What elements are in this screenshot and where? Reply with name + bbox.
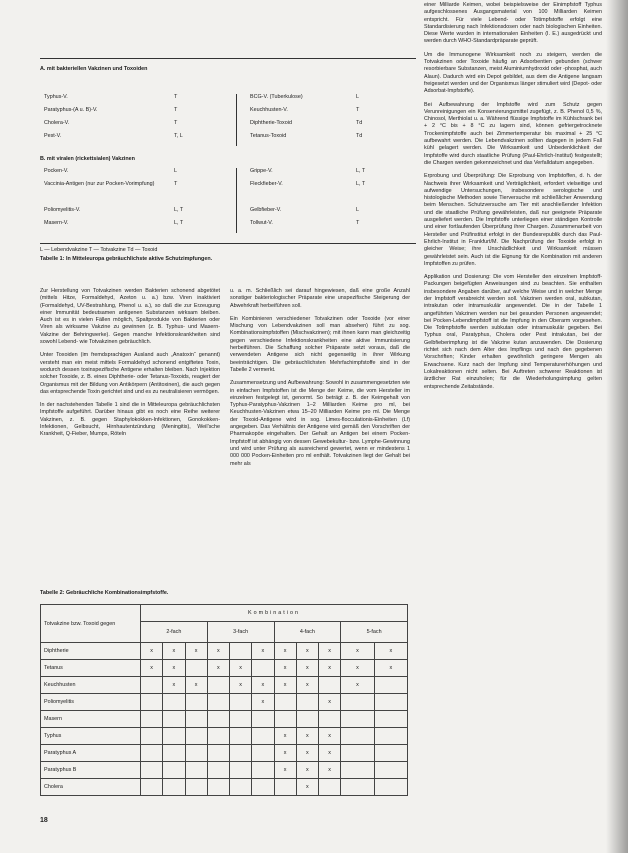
column-divider <box>236 120 237 133</box>
combination-mark: x <box>341 643 374 660</box>
combination-mark <box>207 728 229 745</box>
vaccine-name: Vaccinia-Antigen (nur zur Pocken-Vorimpfung) <box>44 181 155 187</box>
combination-mark <box>163 711 185 728</box>
combination-mark <box>141 745 163 762</box>
vaccine-type: T <box>174 94 178 100</box>
vaccine-name: Tetanus-Toxoid <box>250 133 287 139</box>
combination-mark: x <box>274 660 296 677</box>
combination-mark <box>163 694 185 711</box>
table-2-corner: Totvakzine bzw. Toxoid gegen <box>41 605 141 643</box>
table-rule <box>40 58 416 59</box>
column-divider <box>236 181 237 207</box>
table-row <box>40 133 416 146</box>
combination-mark: x <box>252 694 274 711</box>
text-column-right <box>424 2 602 847</box>
table-1-section-a: A. mit bakteriellen Vakzinen und Toxoiden <box>40 66 148 72</box>
combination-mark <box>374 694 407 711</box>
combination-mark <box>374 762 407 779</box>
combination-mark <box>141 711 163 728</box>
paragraph: Um die Immunogene Wirksamkeit noch zu steigern, werden die Totvakzinen oder Toxoide häufig an Adsorbentien gebunden (schwer resorbierbare Substanzen, meist Aluminiumhydroxid oder -phosphat, auch Alaun). Dadurch wird ein Depot gebildet, aus dem die Antigene langsam freigesetzt werden und der Organismus länger stimuliert wird (Depot- oder Adsorbat-Impfstoffe). <box>424 51 602 95</box>
vaccine-name: Keuchhusten-V. <box>250 107 288 113</box>
vaccine-type: Td <box>356 133 363 139</box>
column-divider <box>236 207 237 220</box>
paragraph: Applikation und Dosierung: Die vom Hersteller den einzelnen Impfstoff-Packungen beigefügten Anweisungen sind zu beachten. Sie enthalten insbesondere Angaben darüber, auf welche Weise und in welcher Menge der Impfstoff verabreicht werden soll. Vakzinen werden oral, subkutan, intrakutan oder intramuskulär angewendet. Die in der Tabelle 1 angeführten Vakzinen werden nur bei gesunden Personen angewendet; bei Pocken-Lebendimpfstoff ist die Impfung in den Oberarm vorgesehen. Die Totimpfstoffe werden subkutan oder intramuskulär gegeben. Bei Typhus oral, Paratyphus, Cholera oder Pest intrakutan, bei der Gelbfieberimpfung ist die Vakzine kutan anzuwenden. Die Dosierung richtet sich nach dem Alter des Impflings und nach den gegebenen Vorschriften; Kinder erhalten gewöhnlich geringere Mengen als Erwachsene. Kurz nach der Impfung sind Temperaturerhöhungen und Lokalreaktionen nicht selten. Bei Auftreten schwerer Reaktionen ist ärztlicher Rat einzuholen; für die Wiederholungsimpfung gelten entsprechende Zeitabstände. <box>424 274 602 390</box>
combination-mark: x <box>296 745 318 762</box>
combination-mark: x <box>296 660 318 677</box>
combination-mark: x <box>274 728 296 745</box>
table-2-caption: Tabelle 2: Gebräuchliche Kombinationsimpfstoffe. <box>40 590 169 596</box>
combination-mark <box>207 694 229 711</box>
vaccine-type: L <box>356 94 359 100</box>
combination-mark <box>374 779 407 796</box>
combination-mark: x <box>319 728 341 745</box>
combination-mark <box>163 779 185 796</box>
combination-mark: x <box>319 643 341 660</box>
row-label: Paratyphus A <box>41 745 141 762</box>
combination-mark: x <box>319 660 341 677</box>
vaccine-name: Typhus-V. <box>44 94 68 100</box>
column-group-header: 4-fach <box>274 622 341 643</box>
combination-mark <box>230 694 252 711</box>
combination-mark: x <box>141 643 163 660</box>
combination-mark <box>252 660 274 677</box>
combination-mark <box>296 711 318 728</box>
vaccine-name: Pest-V. <box>44 133 62 139</box>
text-column-left <box>40 288 220 445</box>
table-row <box>41 745 408 762</box>
combination-mark: x <box>296 643 318 660</box>
combination-mark: x <box>207 660 229 677</box>
vaccine-name: Fleckfieber-V. <box>250 181 283 187</box>
table-row <box>40 207 416 220</box>
vaccine-name: Diphtherie-Toxoid <box>250 120 292 126</box>
table-1-section-b: B. mit viralen (rickettsialen) Vakzinen <box>40 156 135 162</box>
combination-mark <box>374 677 407 694</box>
combination-mark <box>141 762 163 779</box>
combination-mark <box>319 711 341 728</box>
table-row <box>40 107 416 120</box>
column-group-header: 3-fach <box>207 622 274 643</box>
combination-mark <box>163 745 185 762</box>
table-row <box>41 660 408 677</box>
combination-mark <box>252 745 274 762</box>
combination-mark <box>341 745 374 762</box>
paragraph: Ein Kombinieren verschiedener Totvakzinen oder Toxoide (vor einer Mischung von Lebendvakzinen soll man absehen) führt zu sog. Kombinationsimpfstoffen (Mischvakzinen); mit ihnen kann man gleichzeitig gegen verschiedene Infektionskrankheiten eine aktive Immunisierung herbeiführen. Die Schaffung solcher Präparate setzt voraus, daß die verwendeten Antigene sich nicht gegenseitig in ihrer Wirkung beeinträchtigen. Die gebräuchlichsten Mehrfachimpfstoffe sind in der Tabelle 2 vermerkt. <box>230 315 410 373</box>
combination-mark: x <box>374 660 407 677</box>
table-1-caption: Tabelle 1: In Mitteleuropa gebräuchlichste aktive Schutzimpfungen. <box>40 256 213 262</box>
combination-mark <box>185 694 207 711</box>
page-edge-shadow <box>606 0 628 853</box>
combination-mark: x <box>341 677 374 694</box>
vaccine-name: Tollwut-V. <box>250 220 273 226</box>
vaccine-type: L <box>356 207 359 213</box>
vaccine-type: L, T <box>174 207 184 213</box>
combination-mark <box>230 728 252 745</box>
combination-mark <box>374 711 407 728</box>
vaccine-type: T, L <box>174 133 183 139</box>
column-divider <box>236 220 237 233</box>
vaccine-name: Cholera-V. <box>44 120 70 126</box>
vaccine-type: T <box>174 120 178 126</box>
paragraph: Zusammensetzung und Aufbewahrung: Sowohl in zusammengesetzten wie in einfachen Impfstoffen ist die Menge der Keime, die vom Hersteller im einzelnen festgelegt ist, genormt. So beträgt z. B. der Keimgehalt von Typhus-Paratyphus-Vakzinen 1–2 Milliarden Keime pro ml, bei Keuchhusten-Vakzinen etwa 15–20 Milliarden Keime pro ml. Die Menge der Toxoid-Antigene wird in sog. Limes-flocculationis-Einheiten (Lf) angegeben. Das Verhältnis der Antigene wird gemäß den Vorschriften der Pharmakopöe eingehalten. Der Gehalt an Antigen bei einem Pocken-Impfstoff ist abhängig von dessen Gewebekultur- bzw. Lymphe-Gewinnung und wird unter Prüfung als ausreichend gewertet, wenn er mindestens 1 000 000 Pocken-Einheiten pro ml enthält. Totvakzinen liegt der Gehalt bei mehr als <box>230 380 410 467</box>
table-row <box>40 120 416 133</box>
vaccine-name: Paratyphus-(A u. B)-V. <box>44 107 98 113</box>
row-label: Paratyphus B <box>41 762 141 779</box>
combination-mark <box>141 677 163 694</box>
page-number: 18 <box>40 817 48 824</box>
vaccine-type: T <box>174 107 178 113</box>
combination-mark <box>319 677 341 694</box>
paragraph: Unter Toxoiden (im fremdsprachigen Ausland auch „Anatoxin“ genannt) versteht man ein meist mittels Formaldehyd schonend entgiftetes Toxin, wodurch dessen toxinspezifische Antigene erhalten bleiben. Nach Injektion solcher Toxoide, z. B. eines Diphtherie- oder Tetanus-Toxoids, reagiert der Organismus mit der Bildung von Antikörpern (Antitoxinen), die auch gegen das entsprechende Toxin gerichtet sind und es zu neutralisieren vermögen. <box>40 352 220 395</box>
combination-mark <box>252 762 274 779</box>
combination-mark <box>207 677 229 694</box>
combination-mark <box>230 643 252 660</box>
column-group-header: 2-fach <box>141 622 208 643</box>
combination-mark <box>185 711 207 728</box>
table-row <box>41 711 408 728</box>
vaccine-type: L, T <box>356 181 366 187</box>
combination-mark: x <box>296 762 318 779</box>
table-row <box>41 728 408 745</box>
combination-mark <box>230 779 252 796</box>
table-2-group-header: Kombination <box>141 605 408 622</box>
column-divider <box>236 133 237 146</box>
combination-mark: x <box>296 779 318 796</box>
combination-mark <box>163 728 185 745</box>
row-label: Tetanus <box>41 660 141 677</box>
combination-table <box>40 604 408 796</box>
combination-mark: x <box>163 677 185 694</box>
combination-mark <box>341 779 374 796</box>
table-row <box>41 762 408 779</box>
paragraph: einer Milliarde Keimen, wobei beispielsweise der Einimpfstoff Typhus aufgeschlossenes Ausgangsmaterial von 100 Milliarden Keimen entspricht. Für viele Lebend- oder Totimpfstoffe erfolgt eine Standardisierung nach Infektionsdosen oder nach biologischen Einheiten. Diese Werte wurden in internationalen Einheiten (I. E.) ausgedrückt und werden durch WHO-Standardpräparate geprüft. <box>424 2 602 45</box>
combination-mark: x <box>319 745 341 762</box>
vaccine-name: Poliomyelitis-V. <box>44 207 81 213</box>
vaccine-type: L, T <box>174 220 184 226</box>
paragraph: In der nachstehenden Tabelle 1 sind die in Mitteleuropa gebräuchlichsten Impfstoffe aufgeführt. Darüber hinaus gibt es noch eine Reihe weiterer Vakzinen, z. B. gegen Staphylokokken-Infektionen, Gonokokken-Infektionen, Gelbsucht, Hirnhautentzündung (Meningitis), Weil'sche Krankheit, Q-Fieber, Mumps, Röteln <box>40 402 220 438</box>
table-row <box>41 694 408 711</box>
paragraph: Erprobung und Überprüfung: Die Erprobung von Impfstoffen, d. h. der Nachweis ihrer Wirksamkeit und Verträglichkeit, erfordert vielseitige und aufwendige Untersuchungen, insbesondere serologische und histologische Methoden sowie Tierversuche mit schließlicher Anwendung beim Menschen. Schutzversuche am Tier mit anschließender Infektion und die staatliche Prüfung gewährleisten, daß nur geeignete Präparate ausgeliefert werden. Die Impfstoffe unterliegen einer ständigen Kontrolle und einer fortlaufenden Überprüfung ihrer Chargen. Zusammenarbeit von Hersteller und Prüfinstitut erfolgt in der Bundesrepublik durch das Paul-Ehrlich-Institut in Frankfurt/M. Die Nachprüfung der Toxoide erfolgt in gleicher Weise; ihre Unschädlichkeit und Wirksamkeit müssen gewährleistet sein. Auch ist die Eignung für die Kombination mit anderen Impfstoffen zu prüfen. <box>424 173 602 267</box>
vaccine-name: Grippe-V. <box>250 168 273 174</box>
paragraph: Zur Herstellung von Totvakzinen werden Bakterien schonend abgetötet (mittels Hitze, Formaldehyd, Azeton u. a.) bzw. Viren inaktiviert (Formaldehyd, UV-Bestrahlung, Phenol u. a.), so daß die zur Erzeugung einer Immunität bedeutsamen antigenen Substanzen wirksam bleiben. Auch ist es in vielen Fällen möglich, Spaltprodukte von Bakterien oder Viren als wirksame Vakzine zu gewinnen (z. B. Typhus- und Masern-Vakzine der Behringwerke). Gegen manche Infektionskrankheiten sind sowohl Lebend- wie Totvakzinen gebräuchlich. <box>40 288 220 346</box>
vaccine-type: T <box>174 181 178 187</box>
combination-mark <box>252 711 274 728</box>
combination-mark <box>341 728 374 745</box>
column-divider <box>236 107 237 120</box>
vaccine-type: T <box>356 220 360 226</box>
combination-mark <box>207 779 229 796</box>
combination-mark <box>185 660 207 677</box>
combination-mark: x <box>374 643 407 660</box>
paragraph: Bei Aufbewahrung der Impfstoffe wird zum Schutz gegen Verunreinigungen ein Konservierungsmittel zugefügt, z. B. Phenol 0,5 %, Chinosol, Merthiolat u. a. Während flüssige Impfstoffe im Kühlschrank bei + 2 °C bis + 8 °C zu lagern sind, können gefriergetrocknete Trockenimpfstoffe auch bei Zimmertemperatur bis maximal + 25 °C aufbewahrt werden. Die Lebendvakzinen sollten dagegen in jedem Fall kühl gelagert werden. Die Wirksamkeit und Unbedenklichkeit der Impfstoffe wird durch staatliche Prüfung (Paul-Ehrlich-Institut) festgestellt; die Chargen werden gekennzeichnet und das Verfalldatum angegeben. <box>424 101 602 166</box>
combination-mark <box>207 711 229 728</box>
vaccine-type: T <box>356 107 360 113</box>
combination-mark <box>374 728 407 745</box>
combination-mark: x <box>252 643 274 660</box>
combination-mark <box>230 762 252 779</box>
column-divider <box>236 94 237 107</box>
row-label: Masern <box>41 711 141 728</box>
table-1-rows-b <box>40 168 416 233</box>
combination-mark <box>319 779 341 796</box>
column-group-header: 5-fach <box>341 622 408 643</box>
combination-mark <box>341 762 374 779</box>
table-1-rows-a <box>40 94 416 146</box>
row-label: Keuchhusten <box>41 677 141 694</box>
combination-mark <box>185 779 207 796</box>
combination-mark <box>185 762 207 779</box>
table-row <box>40 168 416 181</box>
table-1 <box>40 66 416 262</box>
vaccine-name: Masern-V. <box>44 220 69 226</box>
table-row <box>40 94 416 107</box>
combination-mark <box>141 694 163 711</box>
combination-mark <box>341 711 374 728</box>
row-label: Poliomyelitis <box>41 694 141 711</box>
combination-mark: x <box>163 660 185 677</box>
column-divider <box>236 168 237 181</box>
combination-mark: x <box>207 643 229 660</box>
vaccine-name: Pocken-V. <box>44 168 69 174</box>
combination-mark: x <box>141 660 163 677</box>
combination-mark: x <box>341 660 374 677</box>
combination-mark: x <box>274 745 296 762</box>
combination-mark: x <box>163 643 185 660</box>
combination-mark <box>141 728 163 745</box>
row-label: Diphtherie <box>41 643 141 660</box>
row-label: Cholera <box>41 779 141 796</box>
combination-mark <box>341 694 374 711</box>
vaccine-type: Td <box>356 120 363 126</box>
combination-mark: x <box>274 762 296 779</box>
combination-mark <box>252 728 274 745</box>
vaccine-name: Gelbfieber-V. <box>250 207 282 213</box>
table-row <box>41 643 408 660</box>
combination-mark: x <box>274 643 296 660</box>
table-row <box>41 677 408 694</box>
combination-mark <box>207 762 229 779</box>
table-1-legend: L — Lebendvakzine T — Totvakzine Td — Toxoid <box>40 247 158 253</box>
combination-mark <box>141 779 163 796</box>
combination-mark <box>163 762 185 779</box>
combination-mark <box>185 745 207 762</box>
combination-mark <box>252 779 274 796</box>
combination-mark: x <box>230 677 252 694</box>
combination-mark <box>296 694 318 711</box>
table-row <box>41 779 408 796</box>
vaccine-name: BCG-V. (Tuberkulose) <box>250 94 303 100</box>
combination-mark: x <box>185 643 207 660</box>
combination-mark: x <box>252 677 274 694</box>
combination-mark: x <box>185 677 207 694</box>
combination-mark <box>230 711 252 728</box>
combination-mark <box>207 745 229 762</box>
combination-mark: x <box>296 728 318 745</box>
table-row <box>40 220 416 233</box>
vaccine-type: L <box>174 168 177 174</box>
table-2 <box>40 590 408 796</box>
combination-mark <box>274 779 296 796</box>
combination-mark: x <box>319 762 341 779</box>
table-row <box>40 181 416 207</box>
combination-mark: x <box>319 694 341 711</box>
combination-mark <box>274 711 296 728</box>
combination-mark <box>274 694 296 711</box>
vaccine-type: L, T <box>356 168 366 174</box>
row-label: Typhus <box>41 728 141 745</box>
combination-mark: x <box>296 677 318 694</box>
combination-mark <box>230 745 252 762</box>
combination-mark <box>374 745 407 762</box>
combination-mark: x <box>230 660 252 677</box>
combination-mark <box>185 728 207 745</box>
combination-mark: x <box>274 677 296 694</box>
text-column-middle <box>230 288 410 474</box>
paragraph: u. a. m. Schließlich sei darauf hingewiesen, daß eine große Anzahl sonstiger bakteriologischer Präparate eine unspezifische Steigerung der Abwehrkraft herbeiführen soll. <box>230 288 410 309</box>
